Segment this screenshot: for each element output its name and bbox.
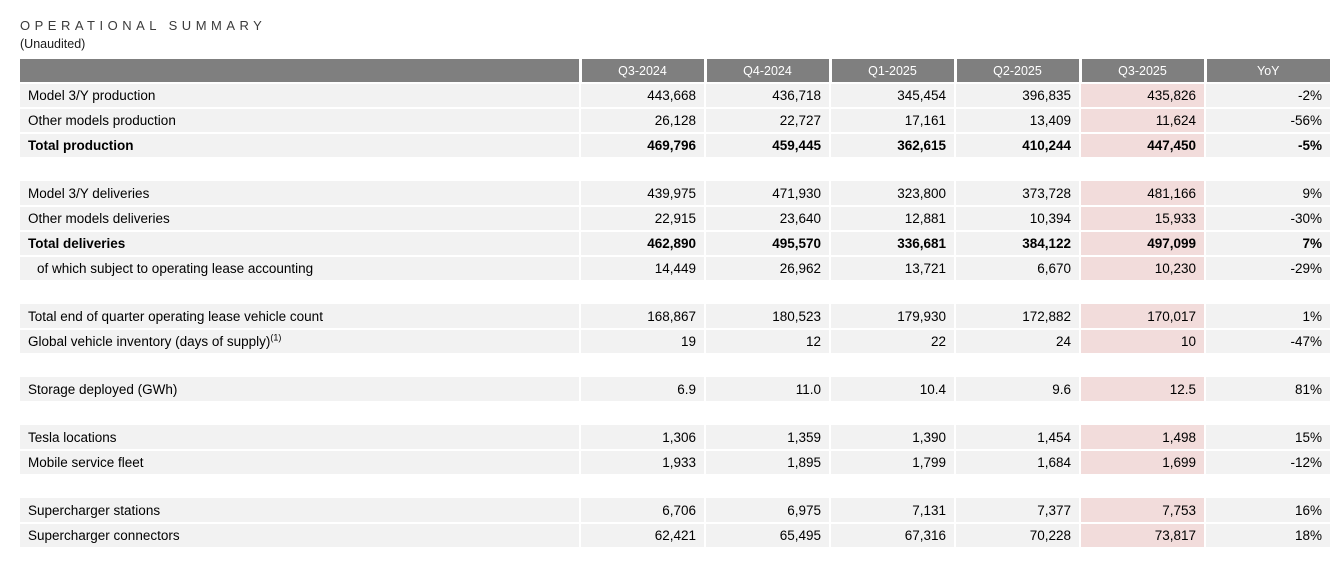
row-global-vehicle-inventory — [20, 329, 1330, 354]
cell-q1-2025: 362,615 — [830, 133, 955, 158]
row-label: of which subject to operating lease accounting — [20, 256, 580, 281]
cell-yoy: -12% — [1205, 450, 1330, 475]
cell-q2-2025: 70,228 — [955, 523, 1080, 548]
cell-q1-2025: 179,930 — [830, 304, 955, 329]
cell-yoy: 1% — [1205, 304, 1330, 329]
cell-yoy: 9% — [1205, 181, 1330, 206]
cell-q1-2025: 17,161 — [830, 108, 955, 133]
page-subtitle: (Unaudited) — [20, 37, 86, 51]
cell-q4-2024: 11.0 — [705, 377, 830, 402]
cell-q3-2025: 1,699 — [1080, 450, 1205, 475]
header-yoy: YoY — [1205, 59, 1330, 83]
cell-q2-2025: 7,377 — [955, 498, 1080, 523]
row-model-3y-production — [20, 83, 1330, 108]
cell-q1-2025: 1,799 — [830, 450, 955, 475]
header-q1-2025: Q1-2025 — [830, 59, 955, 83]
cell-q3-2024: 22,915 — [580, 206, 705, 231]
cell-q2-2025: 410,244 — [955, 133, 1080, 158]
cell-q3-2024: 62,421 — [580, 523, 705, 548]
cell-q2-2025: 384,122 — [955, 231, 1080, 256]
row-label-text: Global vehicle inventory (days of supply) — [28, 334, 271, 349]
cell-q2-2025: 1,684 — [955, 450, 1080, 475]
cell-q1-2025: 22 — [830, 329, 955, 354]
cell-q1-2025: 12,881 — [830, 206, 955, 231]
spacer-row — [20, 475, 1330, 498]
cell-q3-2025: 447,450 — [1080, 133, 1205, 158]
cell-q3-2025: 7,753 — [1080, 498, 1205, 523]
cell-q2-2025: 6,670 — [955, 256, 1080, 281]
row-operating-lease-deliveries — [20, 256, 1330, 281]
cell-yoy: -2% — [1205, 83, 1330, 108]
header-q4-2024: Q4-2024 — [705, 59, 830, 83]
row-label: Model 3/Y production — [20, 83, 580, 108]
cell-q3-2025: 497,099 — [1080, 231, 1205, 256]
row-tesla-locations — [20, 425, 1330, 450]
cell-q3-2024: 469,796 — [580, 133, 705, 158]
cell-q3-2024: 462,890 — [580, 231, 705, 256]
cell-yoy: -56% — [1205, 108, 1330, 133]
table-header-row — [20, 59, 1330, 83]
header-q3-2025: Q3-2025 — [1080, 59, 1205, 83]
cell-q4-2024: 23,640 — [705, 206, 830, 231]
row-supercharger-connectors — [20, 523, 1330, 548]
cell-q3-2024: 6.9 — [580, 377, 705, 402]
spacer-row — [20, 402, 1330, 425]
cell-q2-2025: 172,882 — [955, 304, 1080, 329]
cell-q2-2025: 13,409 — [955, 108, 1080, 133]
cell-q4-2024: 180,523 — [705, 304, 830, 329]
cell-q3-2025: 15,933 — [1080, 206, 1205, 231]
row-label: Mobile service fleet — [20, 450, 580, 475]
cell-yoy: 18% — [1205, 523, 1330, 548]
row-label: Tesla locations — [20, 425, 580, 450]
cell-q3-2025: 73,817 — [1080, 523, 1205, 548]
cell-q4-2024: 1,895 — [705, 450, 830, 475]
cell-q3-2024: 443,668 — [580, 83, 705, 108]
header-q2-2025: Q2-2025 — [955, 59, 1080, 83]
row-storage-deployed — [20, 377, 1330, 402]
header-q3-2024: Q3-2024 — [580, 59, 705, 83]
cell-q2-2025: 10,394 — [955, 206, 1080, 231]
cell-q1-2025: 323,800 — [830, 181, 955, 206]
cell-q3-2025: 481,166 — [1080, 181, 1205, 206]
cell-q3-2024: 14,449 — [580, 256, 705, 281]
spacer-row — [20, 281, 1330, 304]
cell-q3-2025: 10,230 — [1080, 256, 1205, 281]
cell-q1-2025: 7,131 — [830, 498, 955, 523]
row-label — [20, 329, 580, 354]
cell-q4-2024: 65,495 — [705, 523, 830, 548]
cell-q4-2024: 26,962 — [705, 256, 830, 281]
cell-q1-2025: 336,681 — [830, 231, 955, 256]
cell-yoy: 81% — [1205, 377, 1330, 402]
row-operating-lease-vehicle-count — [20, 304, 1330, 329]
cell-q3-2025: 1,498 — [1080, 425, 1205, 450]
spacer-row — [20, 354, 1330, 377]
row-label: Storage deployed (GWh) — [20, 377, 580, 402]
cell-yoy: -30% — [1205, 206, 1330, 231]
row-mobile-service-fleet — [20, 450, 1330, 475]
row-label: Total production — [20, 133, 580, 158]
cell-q3-2024: 168,867 — [580, 304, 705, 329]
row-total-deliveries — [20, 231, 1330, 256]
row-label: Total deliveries — [20, 231, 580, 256]
cell-q2-2025: 373,728 — [955, 181, 1080, 206]
cell-q2-2025: 24 — [955, 329, 1080, 354]
cell-q2-2025: 1,454 — [955, 425, 1080, 450]
page-title: OPERATIONAL SUMMARY — [20, 18, 267, 33]
cell-yoy: 15% — [1205, 425, 1330, 450]
cell-q2-2025: 9.6 — [955, 377, 1080, 402]
cell-q1-2025: 13,721 — [830, 256, 955, 281]
cell-q4-2024: 22,727 — [705, 108, 830, 133]
cell-q3-2024: 26,128 — [580, 108, 705, 133]
cell-yoy: -47% — [1205, 329, 1330, 354]
cell-q1-2025: 67,316 — [830, 523, 955, 548]
row-label: Supercharger stations — [20, 498, 580, 523]
cell-q4-2024: 436,718 — [705, 83, 830, 108]
header-label-cell — [20, 59, 580, 83]
spacer-row — [20, 158, 1330, 181]
cell-q3-2024: 1,933 — [580, 450, 705, 475]
cell-q3-2024: 19 — [580, 329, 705, 354]
cell-q3-2024: 6,706 — [580, 498, 705, 523]
row-supercharger-stations — [20, 498, 1330, 523]
row-label: Other models production — [20, 108, 580, 133]
row-other-models-deliveries — [20, 206, 1330, 231]
row-model-3y-deliveries — [20, 181, 1330, 206]
cell-yoy: 16% — [1205, 498, 1330, 523]
cell-q1-2025: 1,390 — [830, 425, 955, 450]
cell-q3-2025: 12.5 — [1080, 377, 1205, 402]
cell-yoy: -5% — [1205, 133, 1330, 158]
cell-q4-2024: 1,359 — [705, 425, 830, 450]
cell-q4-2024: 459,445 — [705, 133, 830, 158]
cell-q3-2025: 435,826 — [1080, 83, 1205, 108]
cell-q4-2024: 6,975 — [705, 498, 830, 523]
cell-q3-2024: 1,306 — [580, 425, 705, 450]
row-label: Supercharger connectors — [20, 523, 580, 548]
cell-yoy: -29% — [1205, 256, 1330, 281]
row-label: Other models deliveries — [20, 206, 580, 231]
cell-q4-2024: 495,570 — [705, 231, 830, 256]
cell-q3-2024: 439,975 — [580, 181, 705, 206]
row-label: Model 3/Y deliveries — [20, 181, 580, 206]
footnote-marker: (1) — [270, 332, 282, 343]
row-total-production — [20, 133, 1330, 158]
cell-q2-2025: 396,835 — [955, 83, 1080, 108]
operational-summary-table — [20, 59, 1330, 549]
cell-q3-2025: 11,624 — [1080, 108, 1205, 133]
cell-q1-2025: 10.4 — [830, 377, 955, 402]
row-other-models-production — [20, 108, 1330, 133]
cell-q1-2025: 345,454 — [830, 83, 955, 108]
row-label: Total end of quarter operating lease vehicle count — [20, 304, 580, 329]
cell-q3-2025: 10 — [1080, 329, 1205, 354]
cell-q4-2024: 12 — [705, 329, 830, 354]
cell-q4-2024: 471,930 — [705, 181, 830, 206]
cell-q3-2025: 170,017 — [1080, 304, 1205, 329]
cell-yoy: 7% — [1205, 231, 1330, 256]
